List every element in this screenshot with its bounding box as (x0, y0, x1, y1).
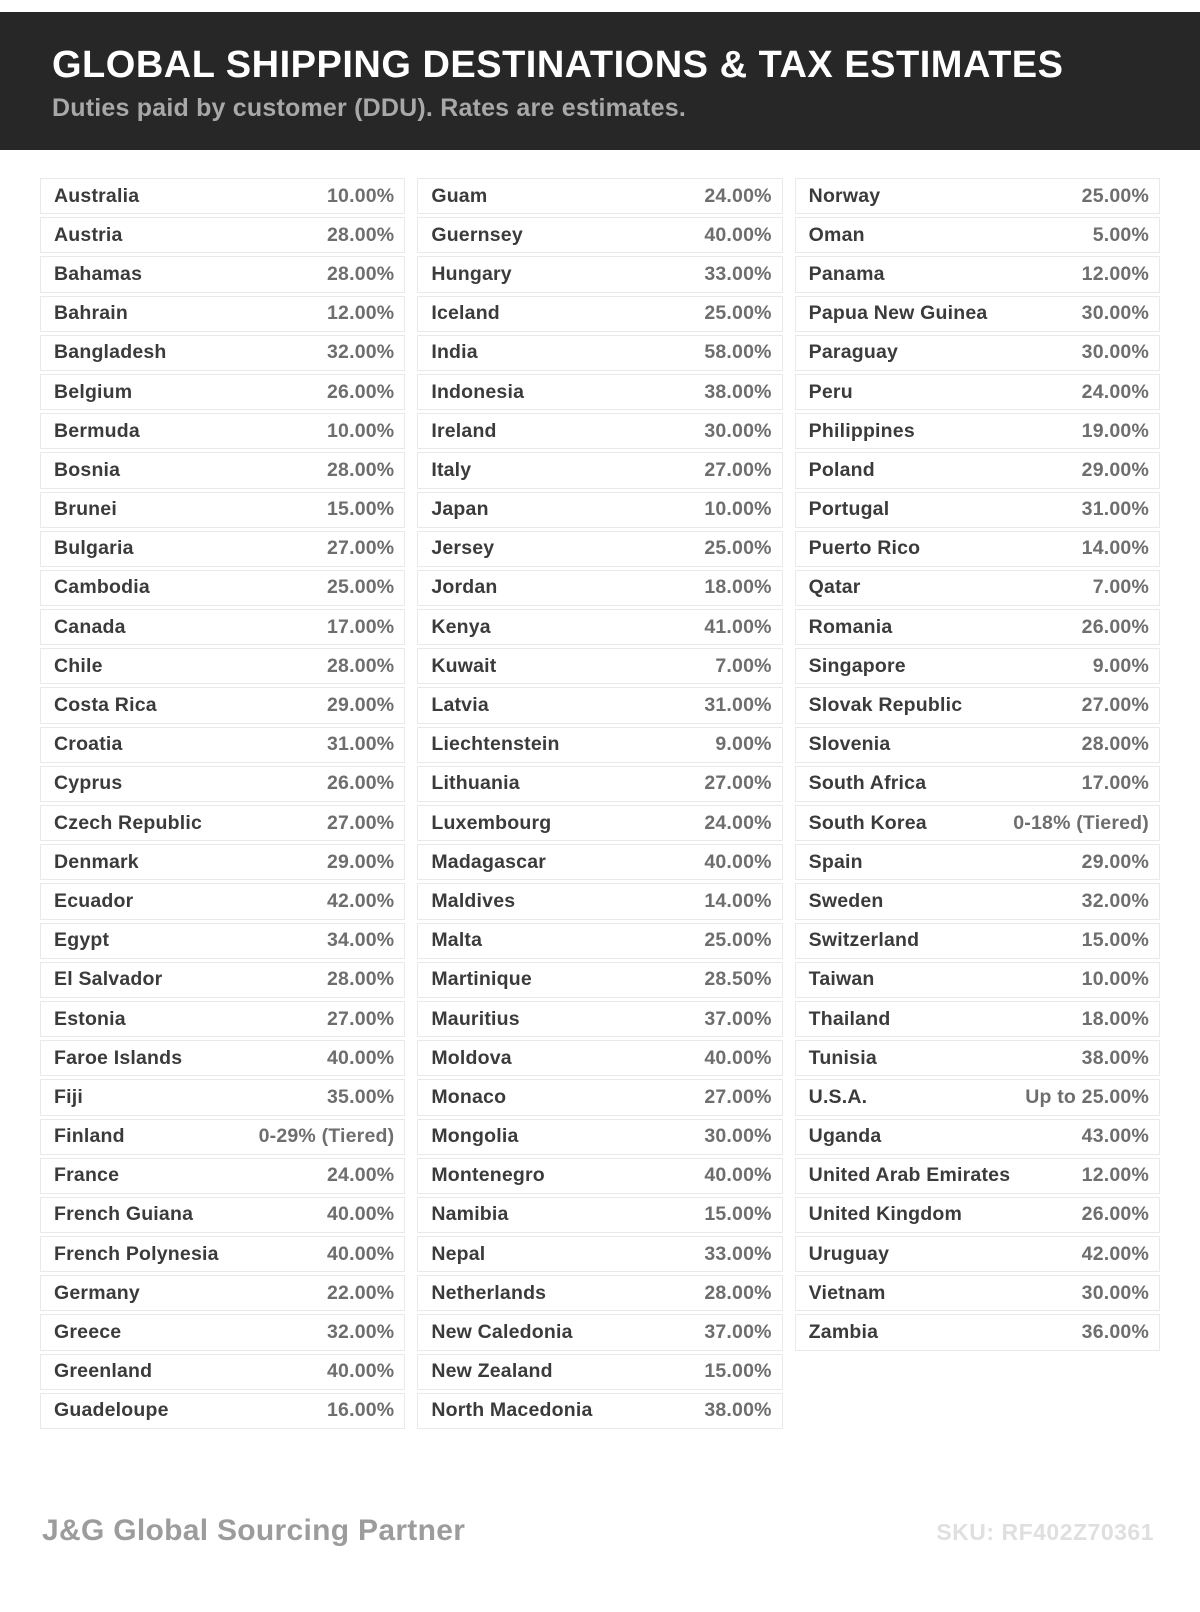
table-row (795, 374, 1160, 410)
tax-rate: 24.00% (704, 184, 772, 207)
country-name: South Korea (808, 811, 927, 834)
table-row (40, 1197, 405, 1233)
country-name: Australia (54, 184, 140, 207)
table-row (795, 256, 1160, 292)
tax-rate: 30.00% (1081, 341, 1149, 364)
tax-rate: 43.00% (1081, 1125, 1149, 1148)
country-name: Romania (808, 615, 893, 638)
tax-rate: 30.00% (704, 1125, 772, 1148)
country-name: Guadeloupe (54, 1399, 169, 1422)
country-name: Peru (808, 380, 853, 403)
country-name: Spain (808, 850, 863, 873)
table-row (795, 1236, 1160, 1272)
tax-rate: 40.00% (326, 1203, 395, 1226)
tax-rate: 27.00% (326, 811, 395, 834)
table-row (795, 570, 1160, 606)
table-row (417, 217, 782, 253)
tax-rate: 27.00% (704, 458, 772, 481)
tax-rate: 31.00% (704, 694, 772, 717)
country-name: India (431, 341, 478, 364)
tax-rate: 26.00% (326, 380, 395, 403)
table-row (40, 1158, 405, 1194)
tax-rate: 26.00% (326, 772, 395, 795)
tax-rate: 42.00% (326, 889, 395, 912)
tax-rate: 26.00% (1081, 615, 1149, 638)
table-row (40, 217, 405, 253)
table-row (417, 570, 782, 606)
tax-rate: 40.00% (704, 223, 772, 246)
tax-rate: 38.00% (1081, 1046, 1149, 1069)
table-row (40, 844, 405, 880)
table-column-1 (40, 178, 405, 1432)
table-row (40, 178, 405, 214)
tax-rate: 40.00% (704, 1164, 772, 1187)
tax-rate: 10.00% (1081, 968, 1149, 991)
table-row (795, 844, 1160, 880)
country-name: Croatia (54, 733, 123, 756)
table-row (795, 687, 1160, 723)
table-row (40, 687, 405, 723)
table-row (417, 1197, 782, 1233)
table-row (795, 883, 1160, 919)
country-name: Papua New Guinea (808, 302, 988, 325)
tax-rate: 19.00% (1081, 419, 1149, 442)
tax-rate: 40.00% (704, 850, 772, 873)
table-row (40, 923, 405, 959)
table-row (795, 452, 1160, 488)
tax-rate: 33.00% (704, 1242, 772, 1265)
table-row (795, 178, 1160, 214)
tax-rate: 12.00% (1081, 262, 1149, 285)
tax-rate: 27.00% (1081, 694, 1149, 717)
tax-rate: 28.00% (326, 458, 395, 481)
tax-rate: 18.00% (704, 576, 772, 599)
tax-rate: 17.00% (326, 615, 395, 638)
country-name: Tunisia (808, 1046, 877, 1069)
tax-rate: 27.00% (326, 1007, 395, 1030)
country-name: Poland (808, 458, 875, 481)
country-name: Iceland (431, 302, 500, 325)
tax-rate: 15.00% (1081, 929, 1149, 952)
tax-rate: 10.00% (326, 419, 395, 442)
table-row (40, 1314, 405, 1350)
table-row (795, 296, 1160, 332)
table-row (417, 962, 782, 998)
tax-rate: 40.00% (326, 1360, 395, 1383)
country-name: Nepal (431, 1242, 486, 1265)
tax-rate: 9.00% (715, 733, 772, 756)
country-name: Uruguay (808, 1242, 890, 1265)
table-row (795, 766, 1160, 802)
table-column-2 (417, 178, 782, 1432)
country-name: Uganda (808, 1125, 882, 1148)
country-name: Brunei (54, 498, 117, 521)
header-banner (0, 12, 1200, 150)
country-name: Czech Republic (54, 811, 202, 834)
sku-label: SKU: RF402Z70361 (936, 1519, 1154, 1545)
country-name: Hungary (431, 262, 512, 285)
country-name: Ecuador (54, 889, 134, 912)
country-name: Germany (54, 1281, 140, 1304)
tax-rate: 37.00% (704, 1007, 772, 1030)
table-row (795, 1040, 1160, 1076)
country-name: Italy (431, 458, 472, 481)
tax-rate: Up to 25.00% (1025, 1085, 1149, 1108)
table-row (417, 256, 782, 292)
country-name: Panama (808, 262, 885, 285)
tax-rate: 36.00% (1081, 1321, 1149, 1344)
table-row (795, 962, 1160, 998)
country-name: Greenland (54, 1360, 153, 1383)
table-row (417, 844, 782, 880)
country-name: Estonia (54, 1007, 126, 1030)
brand-name: J&G Global Sourcing Partner (42, 1514, 466, 1547)
country-name: Netherlands (431, 1281, 547, 1304)
tax-rate: 5.00% (1092, 223, 1149, 246)
table-row (40, 531, 405, 567)
tax-rate: 30.00% (704, 419, 772, 442)
table-row (40, 413, 405, 449)
tax-rate: 34.00% (326, 929, 395, 952)
tax-rate: 33.00% (704, 262, 772, 285)
table-row (795, 217, 1160, 253)
country-name: Costa Rica (54, 694, 157, 717)
tax-rate: 27.00% (704, 1085, 772, 1108)
table-row (795, 1158, 1160, 1194)
table-row (417, 452, 782, 488)
country-name: Finland (54, 1125, 125, 1148)
table-row (417, 1001, 782, 1037)
tax-rate: 25.00% (1081, 184, 1149, 207)
tax-rate: 32.00% (326, 1321, 395, 1344)
country-name: Namibia (431, 1203, 509, 1226)
country-name: Belgium (54, 380, 133, 403)
tax-rate: 0-18% (Tiered) (1013, 811, 1149, 834)
table-row (40, 492, 405, 528)
table-row (417, 1354, 782, 1390)
country-name: Ireland (431, 419, 497, 442)
country-name: Moldova (431, 1046, 512, 1069)
country-name: Portugal (808, 498, 890, 521)
page-title: GLOBAL SHIPPING DESTINATIONS & TAX ESTIMATES (52, 44, 1064, 86)
tax-rate: 28.00% (326, 223, 395, 246)
country-name: Monaco (431, 1085, 507, 1108)
country-name: Latvia (431, 694, 489, 717)
tax-rate: 28.00% (704, 1281, 772, 1304)
country-name: Sweden (808, 889, 884, 912)
tax-rate: 29.00% (326, 850, 395, 873)
tax-rate: 25.00% (326, 576, 395, 599)
table-row (417, 178, 782, 214)
table-row (40, 766, 405, 802)
country-name: United Arab Emirates (808, 1164, 1011, 1187)
country-name: Denmark (54, 850, 139, 873)
table-row (417, 296, 782, 332)
tax-rate: 15.00% (704, 1203, 772, 1226)
country-name: Paraguay (808, 341, 899, 364)
country-name: Puerto Rico (808, 537, 921, 560)
tax-rate-table (40, 178, 1160, 1432)
tax-rate: 15.00% (326, 498, 395, 521)
tax-rate: 30.00% (1081, 1281, 1149, 1304)
country-name: Madagascar (431, 850, 547, 873)
country-name: Oman (808, 223, 865, 246)
country-name: Bahrain (54, 302, 129, 325)
country-name: Greece (54, 1321, 122, 1344)
table-row (40, 296, 405, 332)
table-row (417, 766, 782, 802)
tax-rate: 37.00% (704, 1321, 772, 1344)
country-name: Bahamas (54, 262, 143, 285)
tax-rate: 0-29% (Tiered) (258, 1125, 395, 1148)
table-row (40, 1275, 405, 1311)
country-name: Fiji (54, 1085, 83, 1108)
table-row (795, 648, 1160, 684)
country-name: Mongolia (431, 1125, 519, 1148)
tax-rate: 10.00% (326, 184, 395, 207)
footer (42, 1514, 1154, 1548)
country-name: Bosnia (54, 458, 121, 481)
table-row (417, 923, 782, 959)
country-name: U.S.A. (808, 1085, 868, 1108)
country-name: Faroe Islands (54, 1046, 183, 1069)
country-name: Bermuda (54, 419, 140, 442)
tax-rate: 28.00% (326, 262, 395, 285)
tax-rate: 27.00% (704, 772, 772, 795)
country-name: Guam (431, 184, 488, 207)
country-name: Guernsey (431, 223, 523, 246)
tax-rate: 7.00% (1092, 576, 1149, 599)
country-name: Japan (431, 498, 489, 521)
country-name: Mauritius (431, 1007, 520, 1030)
table-row (795, 1314, 1160, 1350)
tax-rate: 42.00% (1081, 1242, 1149, 1265)
tax-rate: 40.00% (704, 1046, 772, 1069)
tax-rate: 10.00% (704, 498, 772, 521)
tax-rate: 31.00% (326, 733, 395, 756)
country-name: South Africa (808, 772, 927, 795)
table-row (417, 1079, 782, 1115)
table-row (795, 1197, 1160, 1233)
table-row (417, 1314, 782, 1350)
tax-rate: 38.00% (704, 1399, 772, 1422)
table-row (417, 374, 782, 410)
table-row (795, 492, 1160, 528)
tax-rate: 24.00% (326, 1164, 395, 1187)
country-name: Bangladesh (54, 341, 167, 364)
tax-rate: 29.00% (1081, 458, 1149, 481)
table-row (417, 609, 782, 645)
tax-rate: 32.00% (326, 341, 395, 364)
tax-rate: 29.00% (326, 694, 395, 717)
country-name: French Polynesia (54, 1242, 219, 1265)
tax-rate: 38.00% (704, 380, 772, 403)
tax-rate: 30.00% (1081, 302, 1149, 325)
tax-rate: 40.00% (326, 1242, 395, 1265)
country-name: Kenya (431, 615, 491, 638)
country-name: Canada (54, 615, 126, 638)
table-row (417, 1275, 782, 1311)
tax-rate: 15.00% (704, 1360, 772, 1383)
tax-rate: 9.00% (1092, 654, 1149, 677)
tax-rate: 24.00% (1081, 380, 1149, 403)
table-row (40, 805, 405, 841)
country-name: Bulgaria (54, 537, 134, 560)
table-row (40, 727, 405, 763)
tax-rate: 28.50% (704, 968, 772, 991)
table-row (40, 609, 405, 645)
country-name: Taiwan (808, 968, 875, 991)
country-name: Norway (808, 184, 881, 207)
table-row (417, 413, 782, 449)
country-name: El Salvador (54, 968, 163, 991)
tax-rate: 12.00% (1081, 1164, 1149, 1187)
country-name: Luxembourg (431, 811, 552, 834)
country-name: Philippines (808, 419, 915, 442)
tax-rate: 17.00% (1081, 772, 1149, 795)
country-name: Cyprus (54, 772, 123, 795)
tax-rate: 32.00% (1081, 889, 1149, 912)
table-row (795, 727, 1160, 763)
table-row (795, 1001, 1160, 1037)
table-row (40, 1119, 405, 1155)
country-name: Cambodia (54, 576, 150, 599)
table-row (417, 727, 782, 763)
tax-rate: 28.00% (326, 654, 395, 677)
table-row (40, 452, 405, 488)
tax-rate: 18.00% (1081, 1007, 1149, 1030)
tax-rate: 7.00% (715, 654, 772, 677)
table-row (40, 1236, 405, 1272)
country-name: Vietnam (808, 1281, 886, 1304)
country-name: Lithuania (431, 772, 520, 795)
country-name: Egypt (54, 929, 110, 952)
tax-rate: 41.00% (704, 615, 772, 638)
country-name: Malta (431, 929, 483, 952)
tax-rate: 40.00% (326, 1046, 395, 1069)
tax-rate: 25.00% (704, 302, 772, 325)
country-name: Slovenia (808, 733, 891, 756)
country-name: Jersey (431, 537, 495, 560)
table-row (417, 1040, 782, 1076)
table-column-3 (795, 178, 1160, 1354)
table-row (40, 256, 405, 292)
country-name: Slovak Republic (808, 694, 963, 717)
country-name: Kuwait (431, 654, 497, 677)
table-row (417, 805, 782, 841)
table-row (795, 923, 1160, 959)
table-row (417, 1158, 782, 1194)
country-name: Jordan (431, 576, 498, 599)
country-name: Thailand (808, 1007, 891, 1030)
tax-rate: 29.00% (1081, 850, 1149, 873)
table-row (417, 648, 782, 684)
table-row (795, 413, 1160, 449)
table-row (40, 335, 405, 371)
country-name: Qatar (808, 576, 861, 599)
table-row (40, 648, 405, 684)
table-row (417, 1393, 782, 1429)
tax-rate: 14.00% (704, 889, 772, 912)
table-row (40, 962, 405, 998)
country-name: Singapore (808, 654, 906, 677)
table-row (795, 1119, 1160, 1155)
table-row (795, 531, 1160, 567)
table-row (40, 374, 405, 410)
tax-rate: 35.00% (326, 1085, 395, 1108)
table-row (795, 609, 1160, 645)
table-row (795, 805, 1160, 841)
country-name: Chile (54, 654, 103, 677)
tax-rate: 25.00% (704, 537, 772, 560)
country-name: New Caledonia (431, 1321, 573, 1344)
table-row (417, 1236, 782, 1272)
country-name: France (54, 1164, 120, 1187)
country-name: Austria (54, 223, 123, 246)
table-row (417, 531, 782, 567)
country-name: Liechtenstein (431, 733, 560, 756)
page-subtitle: Duties paid by customer (DDU). Rates are estimates. (52, 93, 687, 122)
table-row (40, 570, 405, 606)
table-row (417, 883, 782, 919)
tax-rate: 27.00% (326, 537, 395, 560)
table-row (40, 883, 405, 919)
country-name: Zambia (808, 1321, 879, 1344)
tax-rate: 14.00% (1081, 537, 1149, 560)
table-row (795, 1079, 1160, 1115)
tax-rate: 31.00% (1081, 498, 1149, 521)
table-row (417, 335, 782, 371)
tax-rate: 16.00% (326, 1399, 395, 1422)
table-row (795, 1275, 1160, 1311)
table-row (40, 1393, 405, 1429)
table-row (40, 1001, 405, 1037)
table-row (417, 492, 782, 528)
tax-rate: 26.00% (1081, 1203, 1149, 1226)
tax-rate: 25.00% (704, 929, 772, 952)
table-row (795, 335, 1160, 371)
country-name: New Zealand (431, 1360, 553, 1383)
tax-rate: 12.00% (326, 302, 395, 325)
country-name: Martinique (431, 968, 532, 991)
country-name: Montenegro (431, 1164, 545, 1187)
table-row (40, 1040, 405, 1076)
country-name: Indonesia (431, 380, 525, 403)
table-row (40, 1079, 405, 1115)
table-row (417, 687, 782, 723)
table-row (40, 1354, 405, 1390)
country-name: French Guiana (54, 1203, 194, 1226)
tax-rate: 24.00% (704, 811, 772, 834)
tax-rate: 22.00% (326, 1281, 395, 1304)
country-name: Maldives (431, 889, 516, 912)
tax-rate: 28.00% (326, 968, 395, 991)
country-name: United Kingdom (808, 1203, 963, 1226)
country-name: Switzerland (808, 929, 920, 952)
tax-rate: 58.00% (704, 341, 772, 364)
tax-rate: 28.00% (1081, 733, 1149, 756)
country-name: North Macedonia (431, 1399, 593, 1422)
table-row (417, 1119, 782, 1155)
